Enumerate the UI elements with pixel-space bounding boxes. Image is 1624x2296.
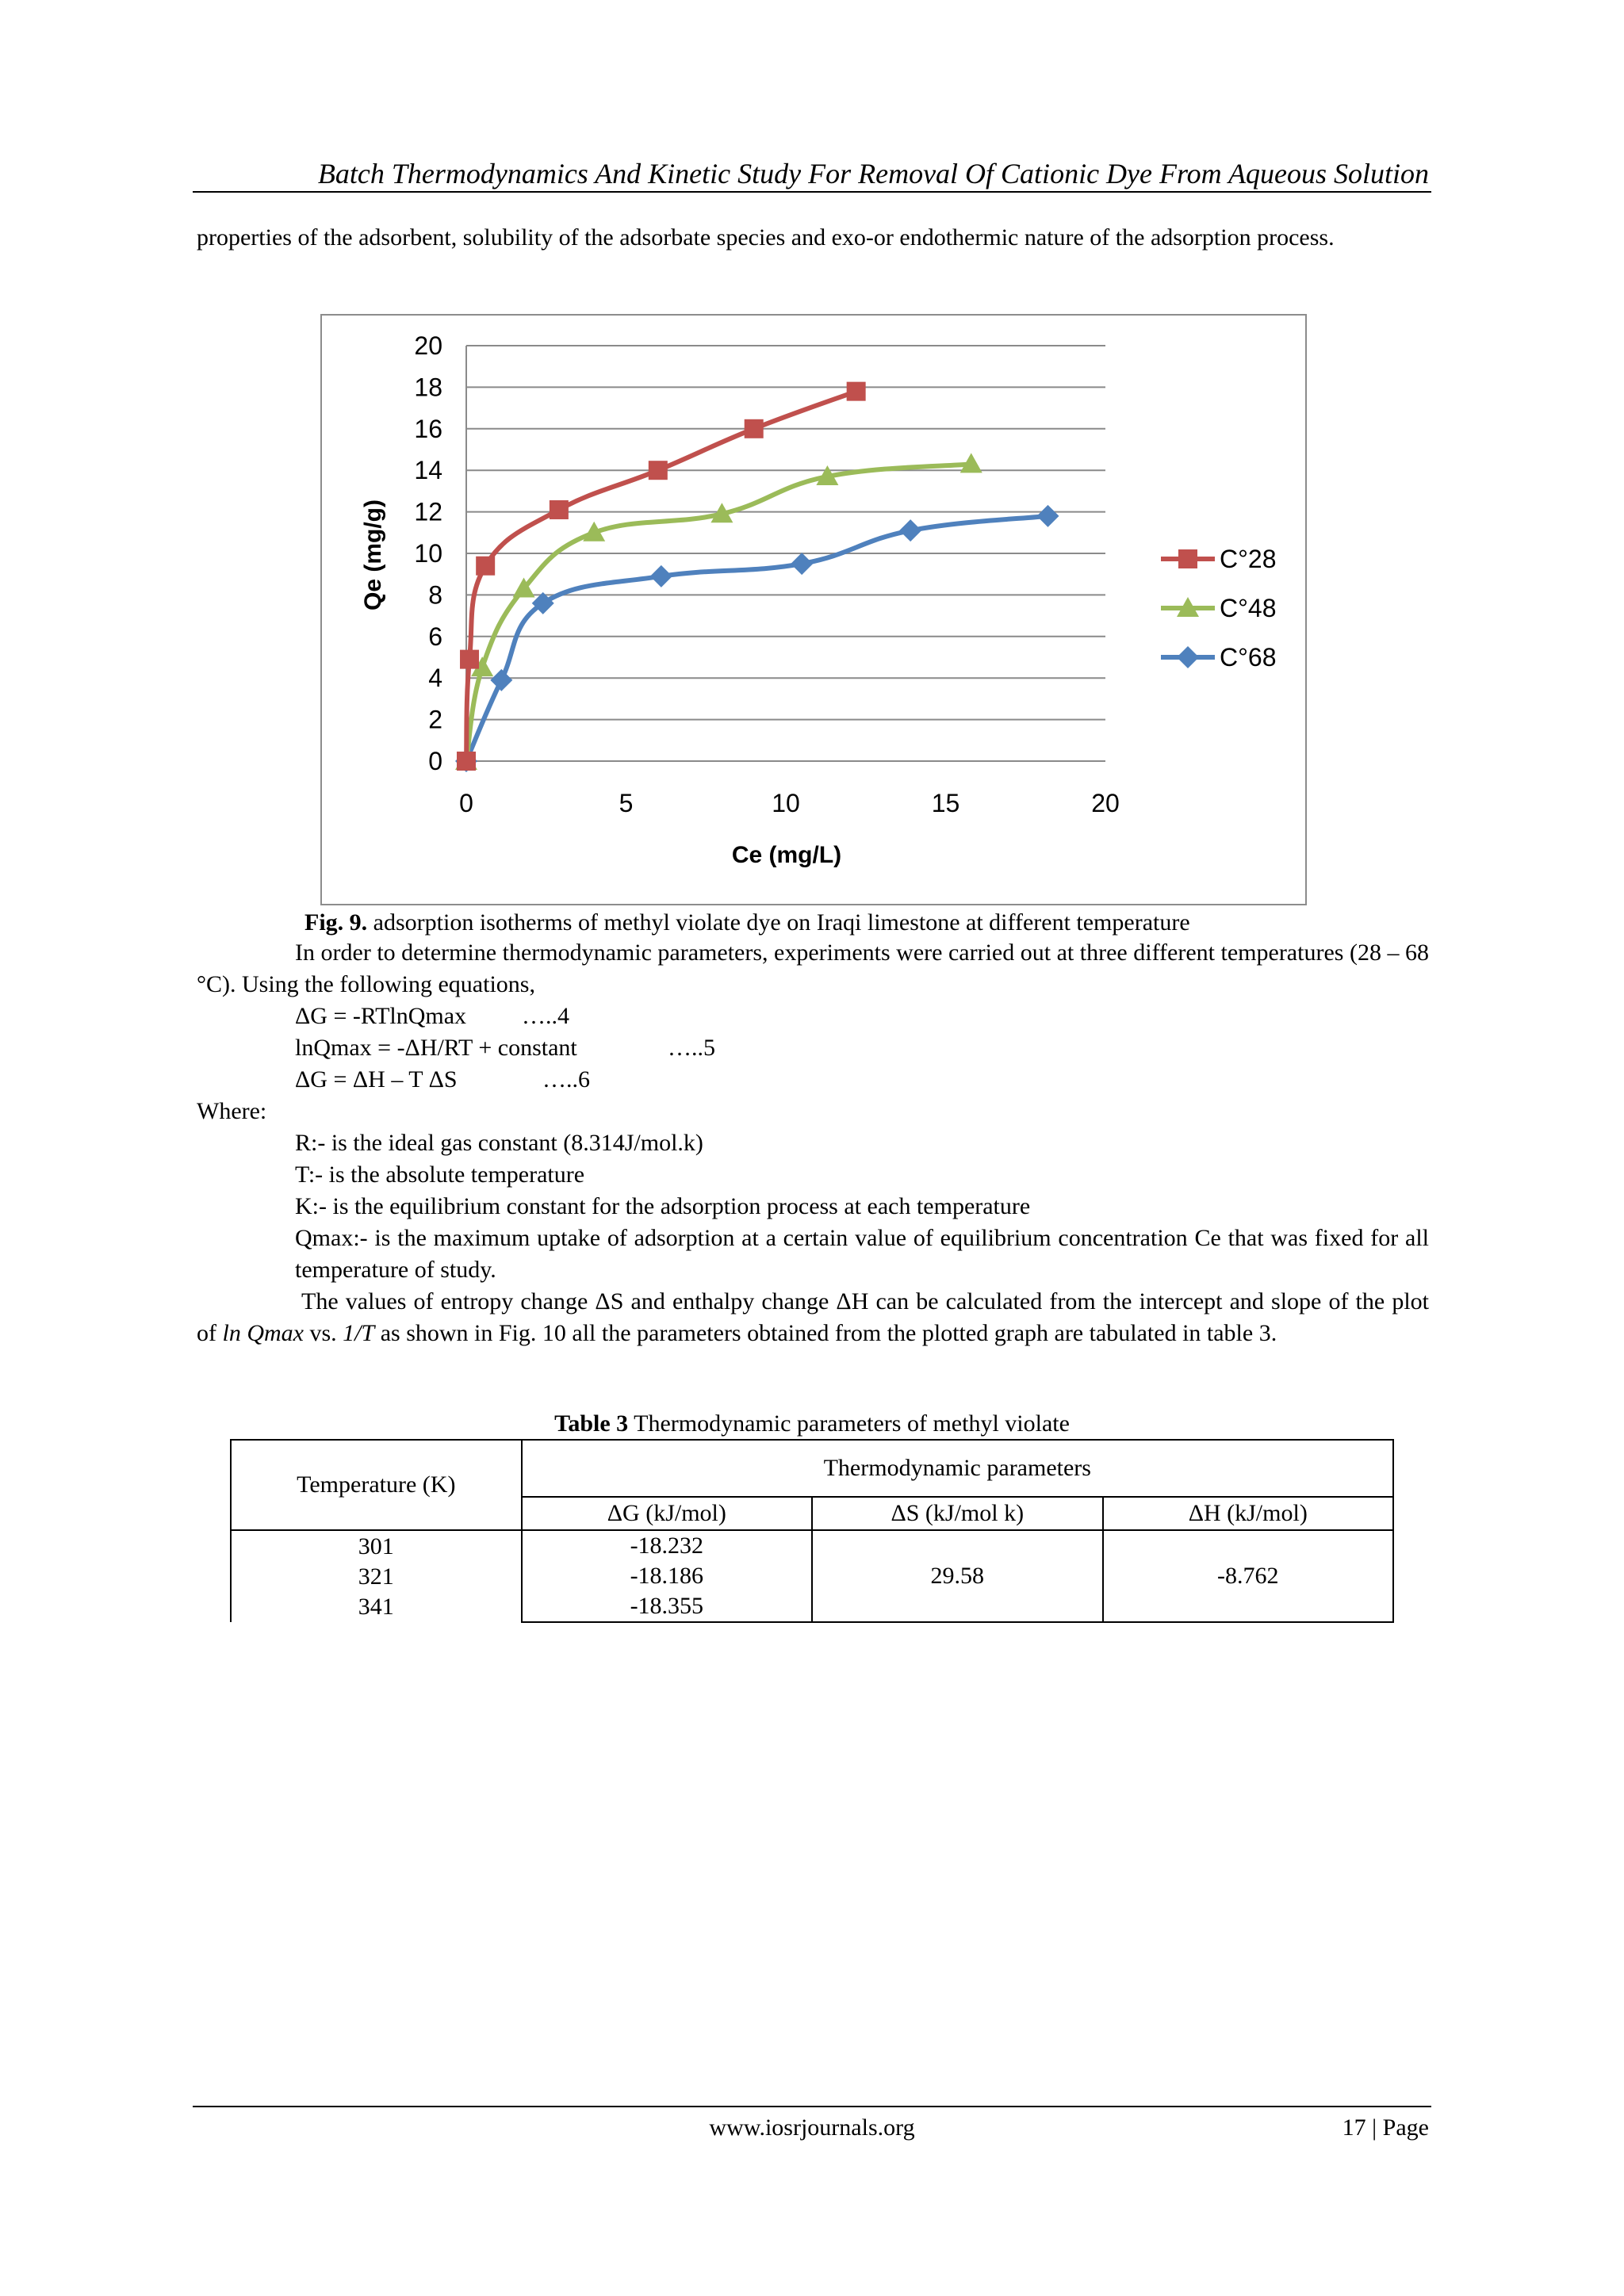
- y-tick-label: 4: [428, 664, 442, 693]
- para2-text-b: vs.: [303, 1320, 343, 1346]
- dg-value: -18.355: [630, 1593, 704, 1619]
- para2-text-a: The values of entropy change ΔS and enthalpy change ΔH can be calculated from the intercept and slope of the plot of: [197, 1288, 1429, 1346]
- x-tick-label: 5: [619, 789, 634, 817]
- x-axis-label: Ce (mg/L): [731, 842, 842, 868]
- legend-label: C°28: [1220, 545, 1277, 573]
- y-tick-label: 6: [428, 622, 442, 651]
- header-rule: [193, 191, 1431, 193]
- figure-label: Fig. 9.: [304, 909, 368, 936]
- chart-series: [455, 382, 1059, 772]
- footer-url: www.iosrjournals.org: [709, 2114, 915, 2141]
- delta-g-cell: [522, 1530, 812, 1622]
- x-tick-label: 0: [459, 789, 473, 817]
- header-temperature: Temperature (K): [231, 1440, 522, 1530]
- data-point: [476, 557, 495, 576]
- equation-5: [295, 1032, 715, 1064]
- thermodynamic-table: [230, 1439, 1394, 1623]
- legend-marker: [1177, 646, 1199, 668]
- y-tick-label: 16: [414, 414, 442, 443]
- para2-italic-lnqmax: ln Qmax: [222, 1320, 304, 1346]
- paragraph-entropy-enthalpy: [197, 1286, 1429, 1349]
- equation-4: [295, 1001, 569, 1032]
- figure-caption-text: adsorption isotherms of methyl violate dye on Iraqi limestone at different temperature: [367, 909, 1190, 936]
- equation-6-number: …..6: [542, 1066, 590, 1093]
- data-point: [650, 565, 672, 587]
- chart-svg: [322, 316, 1305, 904]
- paragraph-intro-thermo: In order to determine thermodynamic parameters, experiments were carried out at three different temperatures (28 – 68 °C). Using the following equations,: [197, 939, 1429, 997]
- equation-4-text: ΔG = -RTlnQmax: [295, 1003, 467, 1029]
- legend-marker: [1178, 549, 1197, 568]
- x-tick-label: 15: [931, 789, 960, 817]
- para2-italic-inverse-t: 1/T: [343, 1320, 375, 1346]
- x-tick-labels: [459, 789, 1120, 817]
- temp-value: 341: [358, 1593, 394, 1620]
- data-point: [649, 461, 668, 480]
- y-axis-label: Qe (mg/g): [360, 499, 386, 610]
- data-point: [847, 382, 866, 401]
- table-caption: [0, 1408, 1624, 1440]
- definition-qmax: Qmax:- is the maximum uptake of adsorption at a certain value of equilibrium concentration Ce that was fixed for all temperature of study.: [295, 1225, 1429, 1283]
- para2-text-c: as shown in Fig. 10 all the parameters obtained from the plotted graph are tabulated in table 3.: [374, 1320, 1277, 1346]
- y-tick-label: 12: [414, 497, 442, 526]
- definition-t: T:- is the absolute temperature: [295, 1161, 585, 1188]
- y-tick-label: 8: [428, 580, 442, 610]
- where-label: Where:: [197, 1098, 267, 1124]
- data-point: [1036, 505, 1059, 527]
- footer-page-number: 17 | Page: [1342, 2114, 1429, 2141]
- footer-rule: [193, 2106, 1431, 2107]
- table-caption-text: Thermodynamic parameters of methyl violate: [628, 1410, 1070, 1437]
- equation-4-number: …..4: [522, 1003, 569, 1029]
- y-tick-labels: [414, 331, 442, 775]
- legend-label: C°48: [1220, 594, 1277, 622]
- definition-k: K:- is the equilibrium constant for the adsorption process at each temperature: [295, 1193, 1031, 1219]
- header-delta-s: ΔS (kJ/mol k): [812, 1497, 1102, 1530]
- delta-s-value: 29.58: [812, 1530, 1102, 1622]
- data-point: [899, 519, 921, 541]
- table-label: Table 3: [554, 1410, 629, 1437]
- equation-6-text: ΔG = ΔH – T ΔS: [295, 1066, 458, 1093]
- data-point: [490, 669, 512, 691]
- figure-9-chart: [320, 314, 1307, 905]
- data-point: [550, 500, 569, 519]
- figure-caption: [304, 907, 1190, 939]
- header-thermodynamic-parameters: Thermodynamic parameters: [522, 1440, 1393, 1497]
- chart-legend: [1161, 545, 1277, 672]
- y-tick-label: 2: [428, 705, 442, 734]
- x-tick-label: 20: [1091, 789, 1120, 817]
- y-tick-label: 14: [414, 456, 442, 485]
- y-tick-label: 20: [414, 331, 442, 360]
- intro-paragraph: properties of the adsorbent, solubility of the adsorbate species and exo-or endothermic nature of the adsorption process.: [197, 224, 1335, 251]
- equation-6: [295, 1064, 590, 1096]
- data-point: [457, 752, 476, 771]
- y-tick-label: 0: [428, 747, 442, 775]
- dg-value: -18.232: [630, 1533, 704, 1559]
- data-point: [745, 419, 764, 438]
- definition-r: R:- is the ideal gas constant (8.314J/mol.k): [295, 1130, 703, 1156]
- header-delta-h: ΔH (kJ/mol): [1103, 1497, 1394, 1530]
- legend-label: C°68: [1220, 643, 1277, 672]
- data-point: [460, 650, 479, 669]
- temp-value: 301: [358, 1533, 394, 1559]
- data-point: [791, 553, 813, 575]
- temp-value: 321: [358, 1563, 394, 1590]
- x-tick-label: 10: [772, 789, 800, 817]
- delta-h-value: -8.762: [1103, 1530, 1394, 1622]
- y-tick-label: 18: [414, 373, 442, 402]
- running-header: Batch Thermodynamics And Kinetic Study For Removal Of Cationic Dye From Aqueous Solution: [317, 158, 1429, 189]
- y-tick-label: 10: [414, 539, 442, 568]
- temperature-cell: [231, 1530, 522, 1622]
- equation-5-text: lnQmax = -ΔH/RT + constant: [295, 1035, 577, 1061]
- equation-5-number: …..5: [668, 1035, 715, 1061]
- header-delta-g: ΔG (kJ/mol): [522, 1497, 812, 1530]
- dg-value: -18.186: [630, 1563, 704, 1589]
- chart-gridlines: [466, 346, 1105, 720]
